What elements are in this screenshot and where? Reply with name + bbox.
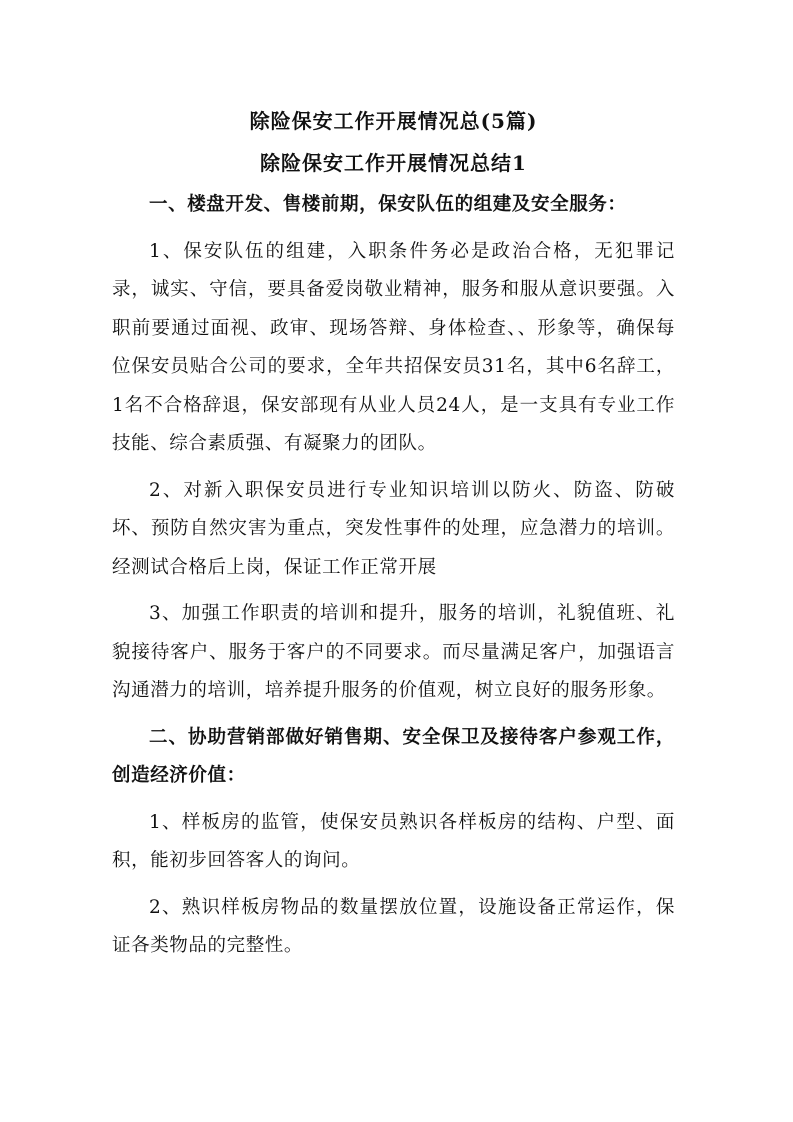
section-heading-1: 一、楼盘开发、售楼前期，保安队伍的组建及安全服务： [149,194,627,215]
section-heading-2: 二、协助营销部做好销售期、安全保卫及接待客户参观工作，创造经济价值： [112,726,675,786]
paragraph-2: 2、对新入职保安员进行专业知识培训以防火、防盗、防破坏、预防自然灾害为重点，突发性事件的处理，应急潜力的培训。经测试合格后上岗，保证工作正常开展 [112,479,675,578]
paragraph-5: 2、熟识样板房物品的数量摆放位置，设施设备正常运作，保证各类物品的完整性。 [112,896,675,956]
paragraph-1: 1、保安队伍的组建，入职条件务必是政治合格，无犯罪记录，诚实、守信，要具备爱岗敬业精神，服务和服从意识要强。入职前要通过面视、政审、现场答辩、身体检查、、形象等，确保每位保安员贴合公司的要求，全年共招保安员31名，其中6名辞工，1名不合格辞退，保安部现有从业人员24人，是一支具有专业工作技能、综合素质强、有凝聚力的团队。 [112,240,675,454]
paragraph-4: 1、样板房的监管，使保安员熟识各样板房的结构、户型、面积，能初步回答客人的询问。 [112,811,675,871]
document-subtitle: 除险保安工作开展情况总结1 [260,151,527,175]
document-title: 除险保安工作开展情况总(5篇) [249,109,538,133]
paragraph-3: 3、加强工作职责的培训和提升，服务的培训，礼貌值班、礼貌接待客户、服务于客户的不同要求。而尽量满足客户，加强语言沟通潜力的培训，培养提升服务的价值观，树立良好的服务形象。 [112,603,675,701]
